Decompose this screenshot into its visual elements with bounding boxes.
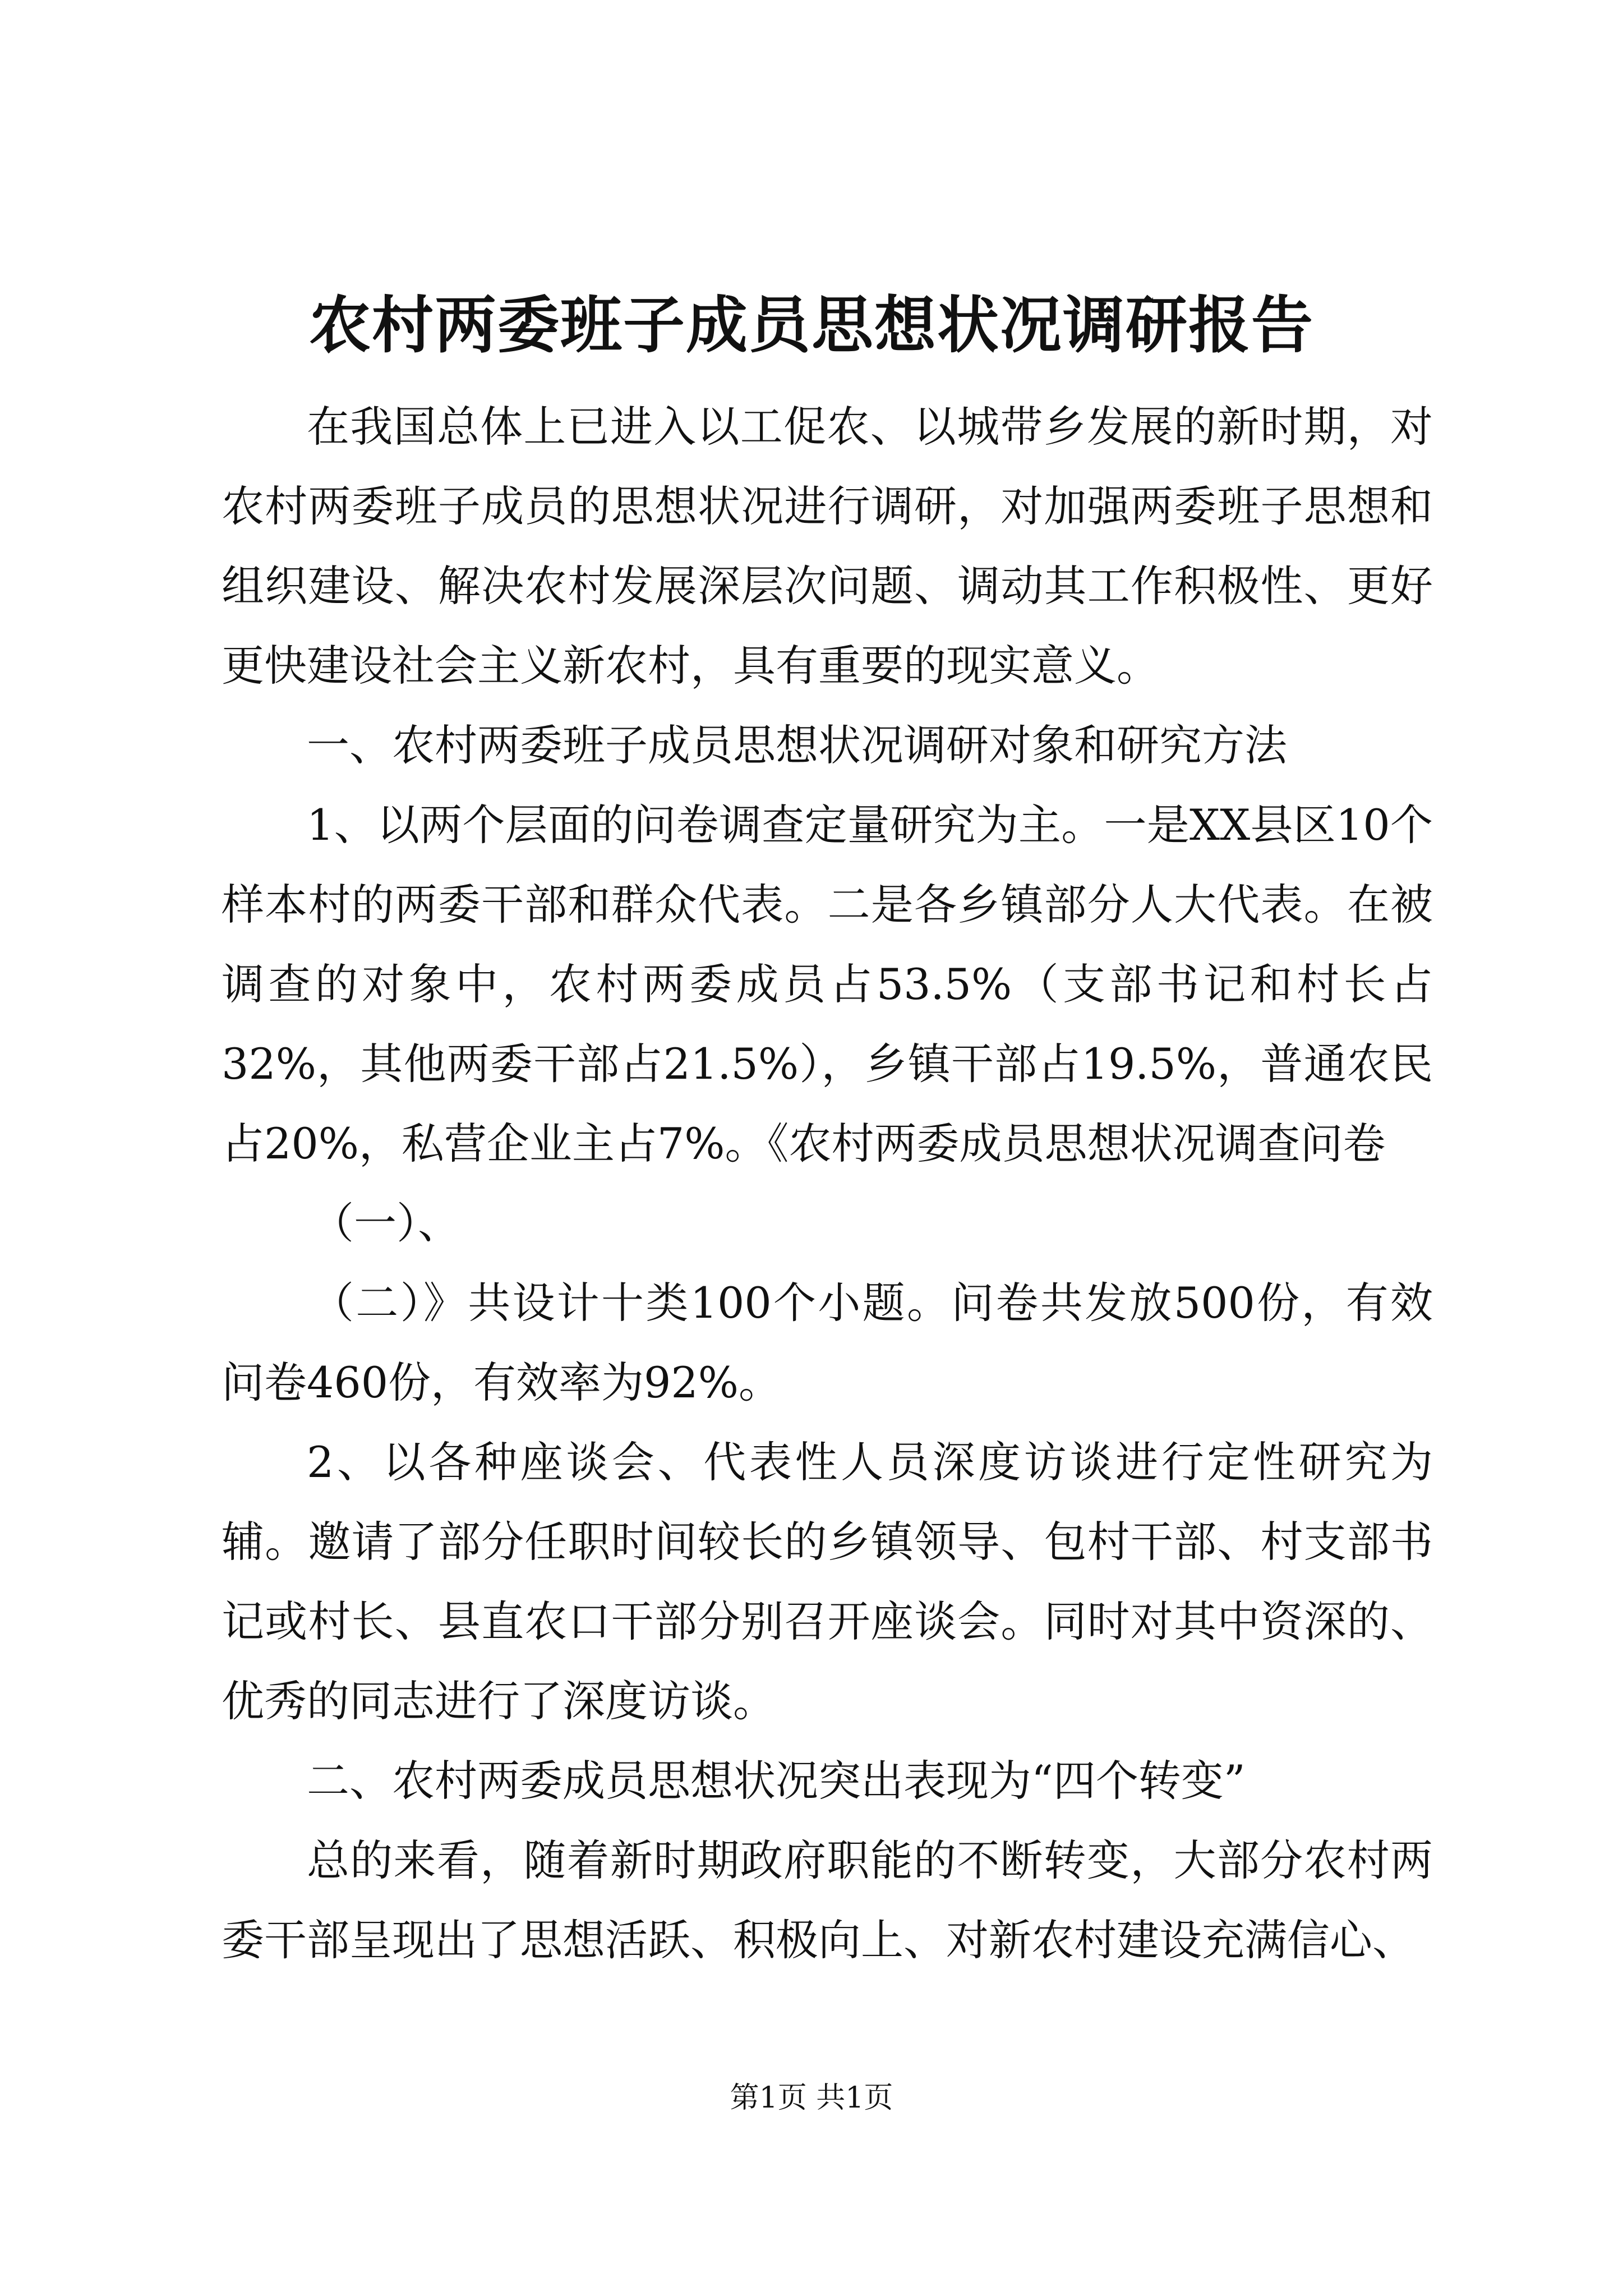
- paragraph-intro: 在我国总体上已进入以工促农、以城带乡发展的新时期，对农村两委班子成员的思想状况进行调研，对加强两委班子思想和组织建设、解决农村发展深层次问题、调动其工作积极性、更好更快建设社会主义新农村，具有重要的现实意义。: [222, 402, 1433, 691]
- paragraph-questionnaire-part-1: （一）、: [311, 1198, 460, 1248]
- paragraph-method-2: 2、以各种座谈会、代表性人员深度访谈进行定性研究为辅。邀请了部分任职时间较长的乡镇领导、包村干部、村支部书记或村长、县直农口干部分别召开座谈会。同时对其中资深的、优秀的同志进行了深度访谈。: [222, 1437, 1433, 1726]
- page-footer: 第1页 共1页: [730, 2081, 893, 2115]
- document-title: 农村两委班子成员思想状况调研报告: [309, 289, 1314, 361]
- document-body: [222, 387, 1433, 1980]
- paragraph-questionnaire-part-2: （二）》共设计十类100个小题。问卷共发放500份，有效问卷460份，有效率为92%。: [222, 1278, 1433, 1407]
- paragraph-summary: 总的来看，随着新时期政府职能的不断转变，大部分农村两委干部呈现出了思想活跃、积极向上、对新农村建设充满信心、: [222, 1835, 1433, 1965]
- section-heading-1: 一、农村两委班子成员思想状况调研对象和研究方法: [307, 720, 1287, 770]
- section-heading-2: 二、农村两委成员思想状况突出表现为“四个转变”: [307, 1756, 1246, 1806]
- paragraph-method-1: 1、以两个层面的问卷调查定量研究为主。一是XX县区10个样本村的两委干部和群众代表。二是各乡镇部分人大代表。在被调查的对象中，农村两委成员占53.5%（支部书记和村长占32%，其他两委干部占21.5%），乡镇干部占19.5%，普通农民占20%，私营企业主占7%。《农村两委成员思想状况调查问卷: [222, 800, 1433, 1168]
